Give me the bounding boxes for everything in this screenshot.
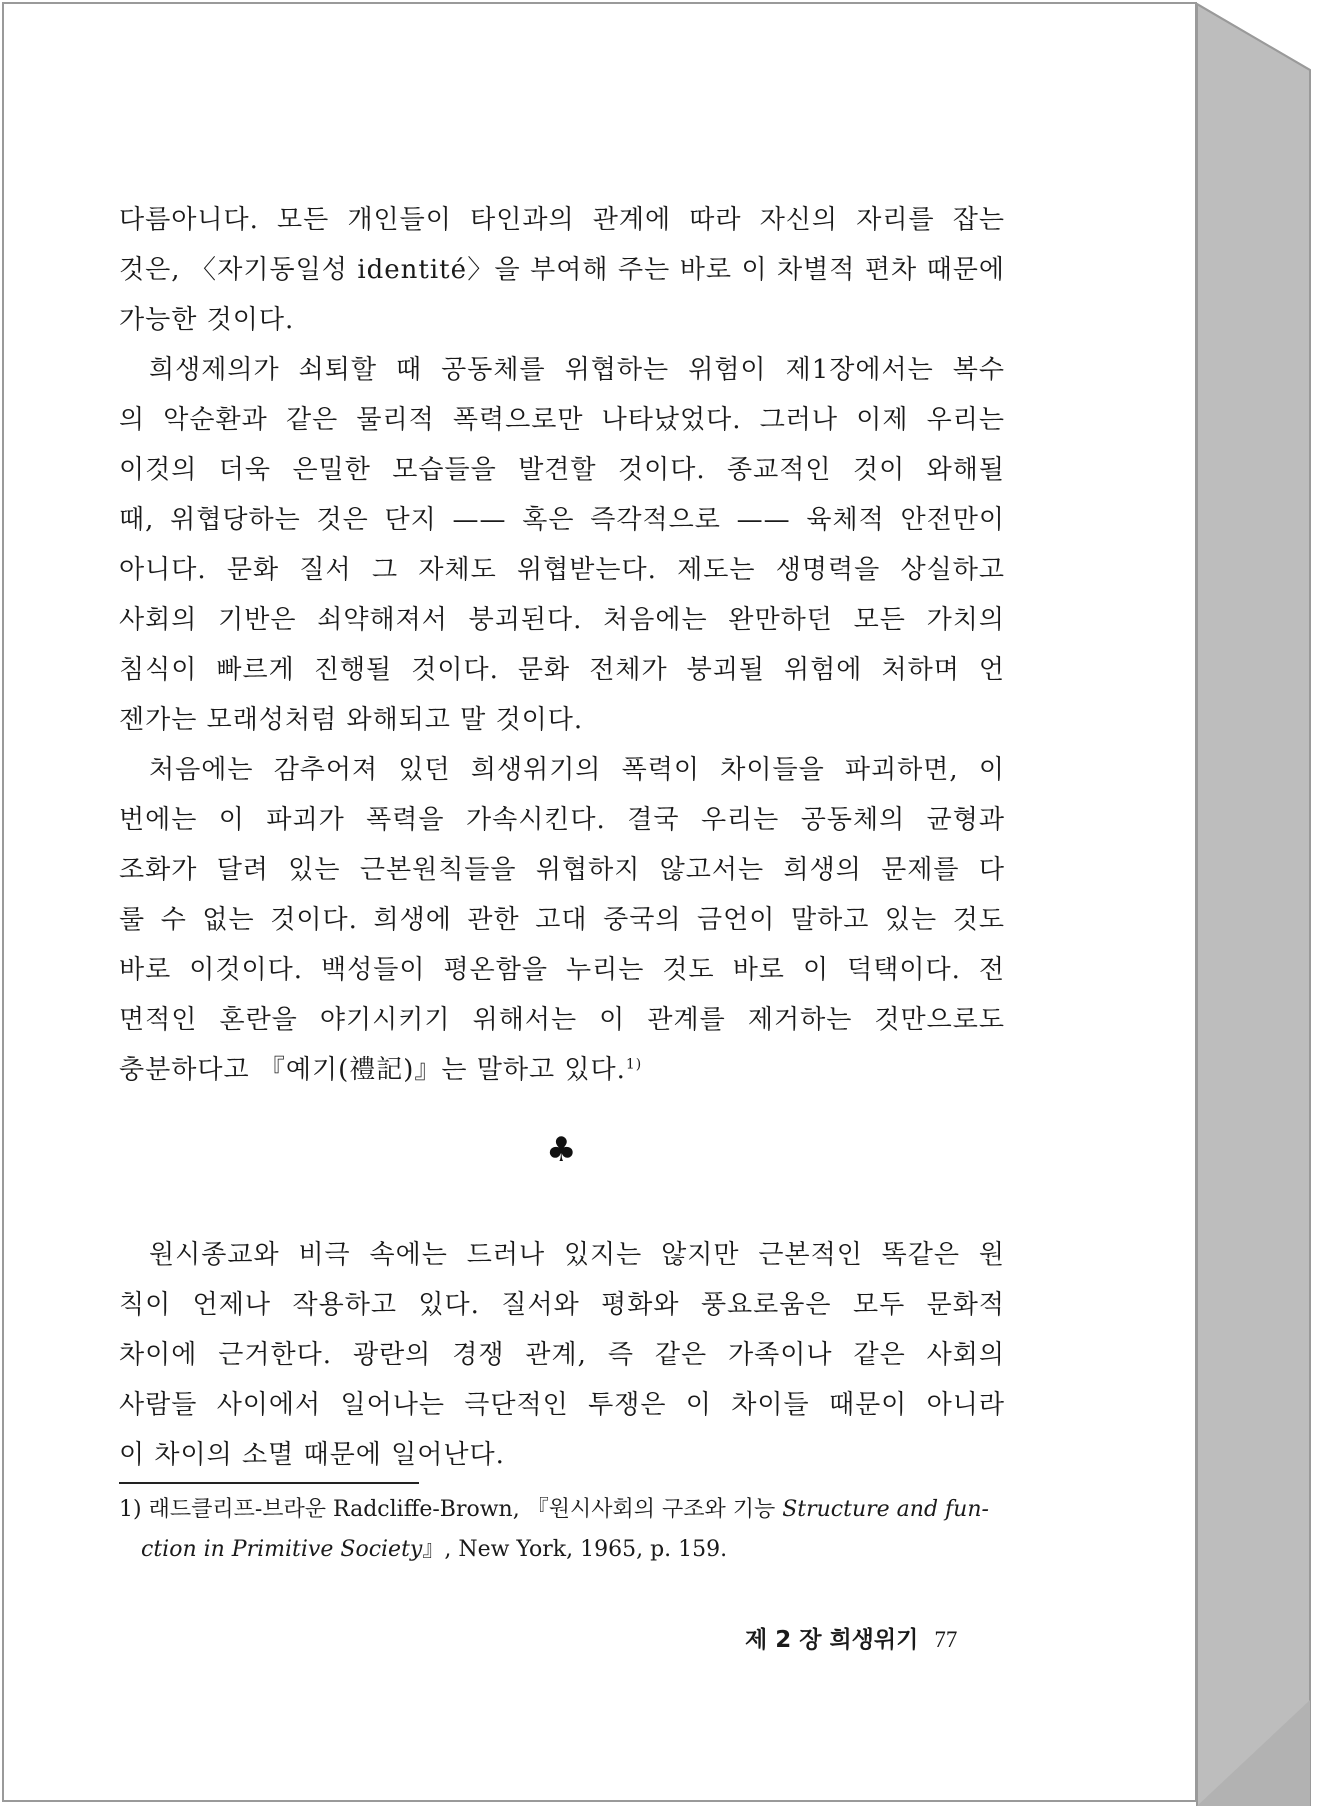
footnote-number: 1): [119, 1497, 142, 1522]
footnote-line-2: [119, 1530, 1009, 1570]
text-line: 사회의 기반은 쇠약해져서 붕괴된다. 처음에는 완만하던 모든 가치의: [119, 605, 1005, 635]
text-line: 때, 위협당하는 것은 단지 —— 혹은 즉각적으로 —— 육체적 안전만이: [119, 505, 1005, 535]
text-line: 침식이 빠르게 진행될 것이다. 문화 전체가 붕괴될 위험에 처하며 언: [119, 655, 1005, 685]
text-line: 이 차이의 소멸 때문에 일어난다.: [119, 1440, 505, 1470]
text-line: 처음에는 감추어져 있던 희생위기의 폭력이 차이들을 파괴하면, 이: [149, 755, 1005, 785]
text-line: 원시종교와 비극 속에는 드러나 있지는 않지만 근본적인 똑같은 원: [149, 1240, 1005, 1270]
body-text-bottom: [119, 1230, 1005, 1480]
section-break-club-icon: ♣: [546, 1130, 577, 1170]
body-text-top: [119, 195, 1005, 1095]
footnote-divider: [119, 1482, 419, 1484]
footnote-text: 래드클리프-브라운 Radcliffe-Brown, 『원시사회의 구조와 기능: [148, 1497, 783, 1522]
footnote-citation: 』, New York, 1965, p. 159.: [422, 1537, 728, 1562]
footnote-title-english-cont: ction in Primitive Society: [141, 1537, 423, 1562]
text-line: 번에는 이 파괴가 폭력을 가속시킨다. 결국 우리는 공동체의 균형과: [119, 805, 1005, 835]
text-line: 차이에 근거한다. 광란의 경쟁 관계, 즉 같은 가족이나 같은 사회의: [119, 1340, 1005, 1370]
text-line: 사람들 사이에서 일어나는 극단적인 투쟁은 이 차이들 때문이 아니라: [119, 1390, 1005, 1420]
text-line: 룰 수 없는 것이다. 희생에 관한 고대 중국의 금언이 말하고 있는 것도: [119, 905, 1005, 935]
text-line: 젠가는 모래성처럼 와해되고 말 것이다.: [119, 705, 584, 735]
text-line: 이것의 더욱 은밀한 모습들을 발견할 것이다. 종교적인 것이 와해될: [119, 455, 1005, 485]
text-line-with-footnote: [119, 1045, 1005, 1095]
footnote-line-1: [119, 1490, 1009, 1530]
running-footer: [745, 1620, 1005, 1660]
text-line: 가능한 것이다.: [119, 305, 295, 335]
text-line: 칙이 언제나 작용하고 있다. 질서와 평화와 풍요로움은 모두 문화적: [119, 1290, 1005, 1320]
footnote-title-english: Structure and fun-: [782, 1497, 989, 1522]
footnote-marker[interactable]: 1): [625, 1056, 643, 1073]
text-line: 바로 이것이다. 백성들이 평온함을 누리는 것도 바로 이 덕택이다. 전: [119, 955, 1005, 985]
text-line: 충분하다고 『예기(禮記)』는 말하고 있다.: [119, 1055, 626, 1085]
text-line: 다름아니다. 모든 개인들이 타인과의 관계에 따라 자신의 자리를 잡는: [119, 205, 1005, 235]
text-line: 조화가 달려 있는 근본원칙들을 위협하지 않고서는 희생의 문제를 다: [119, 855, 1005, 885]
footnote: [119, 1490, 1009, 1570]
chapter-title: 제 2 장 희생위기: [745, 1627, 919, 1653]
text-line: 의 악순환과 같은 물리적 폭력으로만 나타났었다. 그러나 이제 우리는: [119, 405, 1005, 435]
text-line: 아니다. 문화 질서 그 자체도 위협받는다. 제도는 생명력을 상실하고: [119, 555, 1005, 585]
text-line: 것은, 〈자기동일성 identité〉을 부여해 주는 바로 이 차별적 편차 때문에: [119, 255, 1005, 285]
page-number: 77: [934, 1627, 958, 1652]
text-line: 희생제의가 쇠퇴할 때 공동체를 위협하는 위험이 제1장에서는 복수: [149, 355, 1005, 385]
text-line: 면적인 혼란을 야기시키기 위해서는 이 관계를 제거하는 것만으로도: [119, 1005, 1005, 1035]
